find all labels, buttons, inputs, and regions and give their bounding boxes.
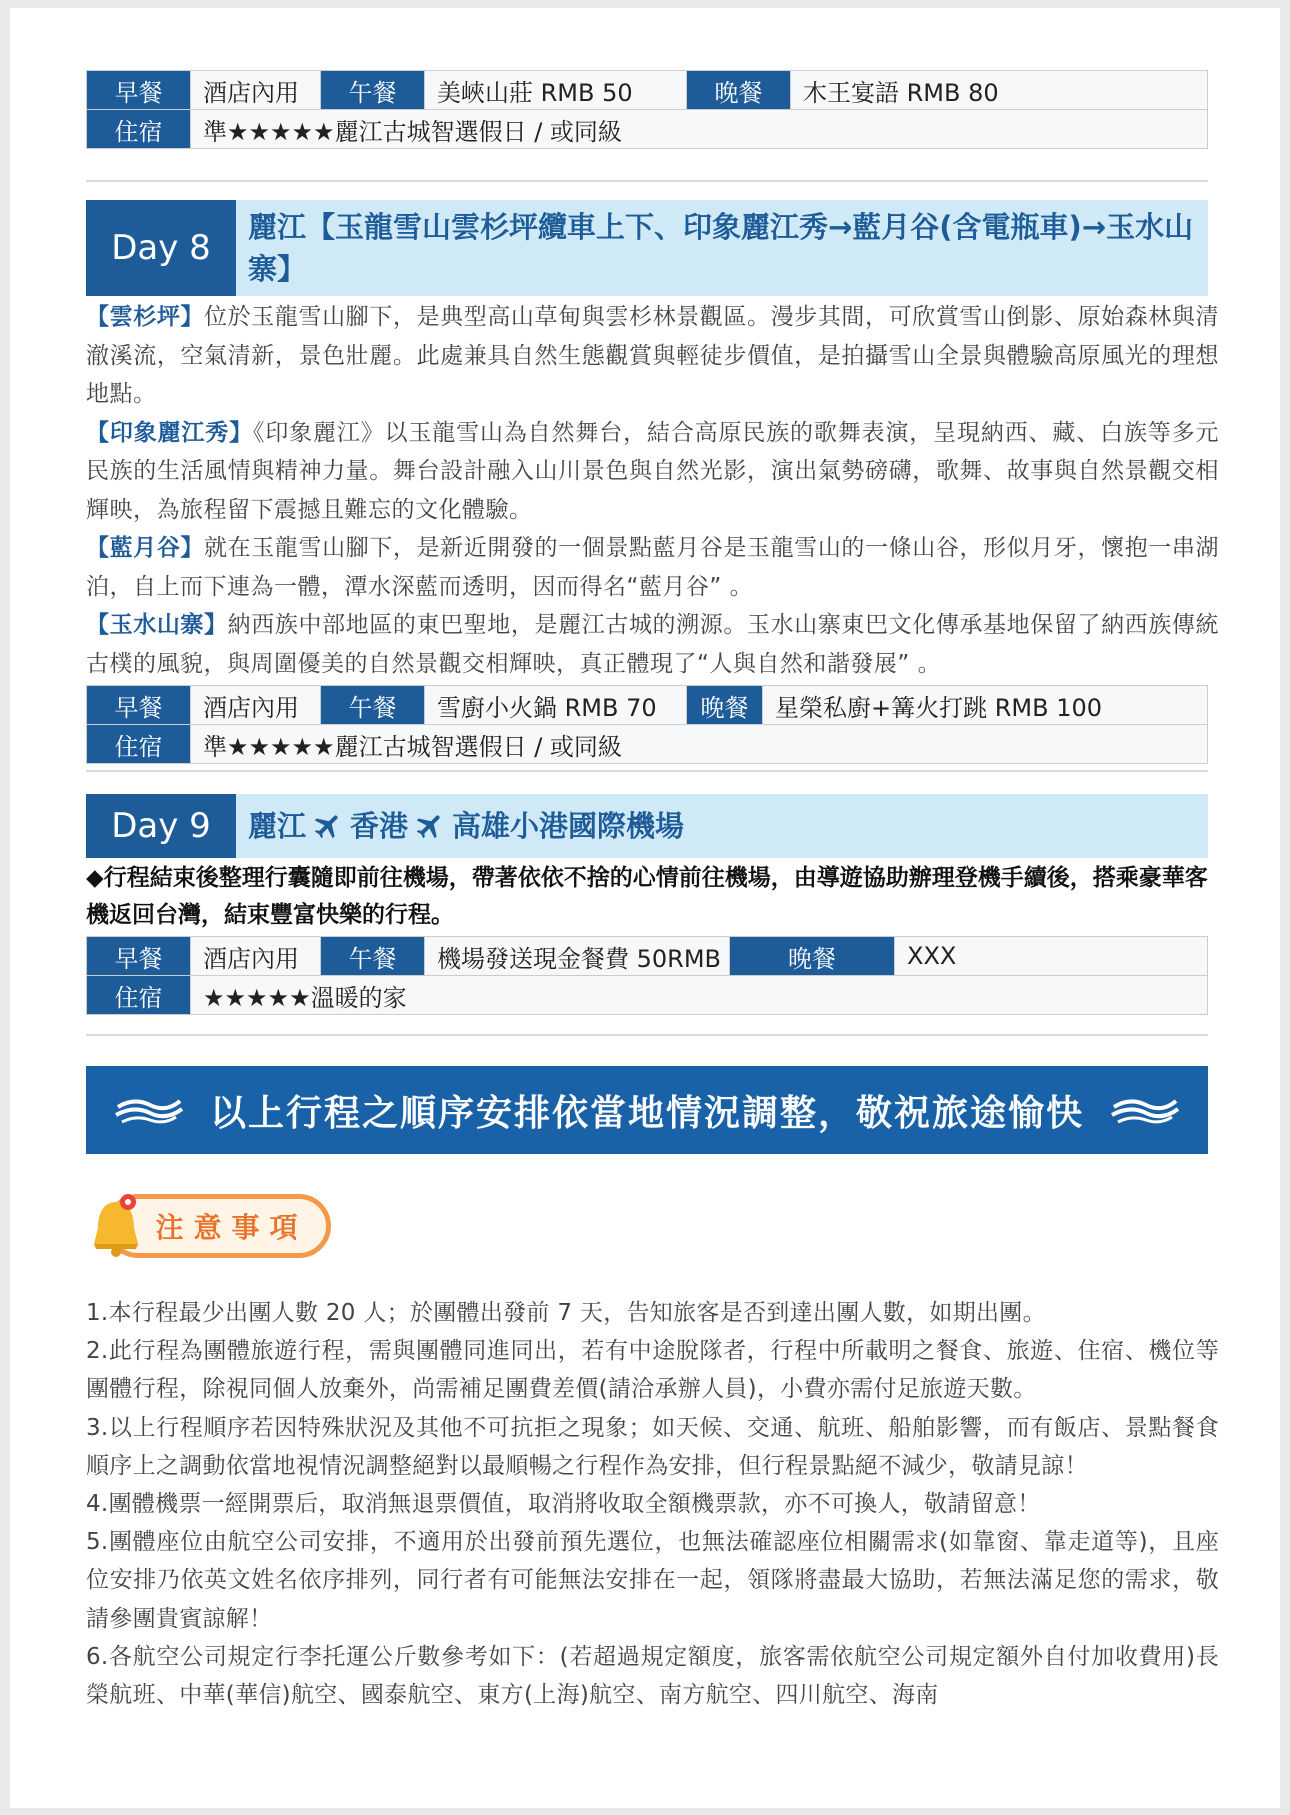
bell-icon [86, 1192, 146, 1262]
notice-item: 4.團體機票一經開票后，取消無退票價值，取消將收取全額機票款，亦不可換人，敬請留意！ [86, 1491, 1041, 1518]
breakfast-label: 早餐 [87, 937, 191, 976]
day9-title [236, 794, 1208, 858]
notice-list [86, 1294, 1219, 1714]
notice-item: 1.本行程最少出團人數 20 人；於團體出發前 7 天，告知旅客是否到達出團人數，如期出團。 [86, 1300, 1046, 1326]
notice-title: 注意事項 [106, 1194, 331, 1258]
section-blue-moon-valley: 【藍月谷】就在玉龍雪山腳下，是新近開發的一個景點藍月谷是玉龍雪山的一條山谷，形似月牙，懷抱一串湖泊，自上而下連為一體，潭水深藍而透明，因而得名“藍月谷” 。 [86, 535, 1220, 600]
itinerary-page [10, 8, 1280, 1808]
section-yunshanping: 【雲杉坪】位於玉龍雪山腳下，是典型高山草甸與雲杉林景觀區。漫步其間，可欣賞雪山倒影、原始森林與清澈溪流，空氣清新，景色壯麗。此處兼具自然生態觀賞與輕徒步價值，是拍攝雪山全景與體驗高原風光的理想地點。 [86, 304, 1220, 407]
lunch-value: 美峽山莊 RMB 50 [425, 71, 687, 110]
dinner-value: 木王宴語 RMB 80 [791, 71, 1208, 110]
lunch-label: 午餐 [321, 686, 425, 725]
breakfast-value: 酒店內用 [191, 686, 321, 725]
route-destination: 高雄小港國際機場 [452, 809, 685, 843]
day8-section [86, 200, 1219, 764]
hotel-value: ★★★★★溫暖的家 [191, 976, 1208, 1015]
day8-header [86, 200, 1208, 296]
day9-header [86, 794, 1208, 858]
day9-label: Day 9 [86, 794, 236, 858]
hotel-label: 住宿 [87, 725, 191, 764]
divider [86, 1034, 1208, 1036]
breakfast-value: 酒店內用 [191, 937, 321, 976]
closing-banner [86, 1066, 1208, 1154]
notice-item: 3.以上行程順序若因特殊狀況及其他不可抗拒之現象；如天候、交通、航班、船舶影響，而有飯店、景點餐食順序上之調動依當地視情況調整絕對以最順暢之行程作為安排，但行程景點絕不減少，敬請見諒！ [86, 1414, 1219, 1479]
breakfast-label: 早餐 [87, 686, 191, 725]
lunch-value: 雪廚小火鍋 RMB 70 [425, 686, 687, 725]
day9-note: ◆行程結束後整理行囊隨即前往機場，帶著依依不捨的心情前往機場，由導遊協助辦理登機手續後，搭乘豪華客機返回台灣，結束豐富快樂的行程。 [86, 865, 1208, 928]
route-origin: 麗江 [248, 809, 307, 843]
hotel-label: 住宿 [87, 110, 191, 149]
day9-section [86, 794, 1219, 1015]
notice-item: 6.各航空公司規定行李托運公斤數參考如下：(若超過規定額度，旅客需依航空公司規定額外自付加收費用)長榮航班、中華(華信)航空、國泰航空、東方(上海)航空、南方航空、四川航空、海南 [86, 1643, 1219, 1709]
airplane-icon [414, 810, 446, 842]
lunch-label: 午餐 [321, 937, 425, 976]
divider [86, 770, 1208, 772]
dinner-label: 晚餐 [687, 71, 791, 110]
hotel-label: 住宿 [87, 976, 191, 1015]
dinner-label: 晚餐 [730, 937, 895, 976]
day8-title: 麗江【玉龍雪山雲杉坪纜車上下、印象麗江秀→藍月谷(含電瓶車)→玉水山寨】 [236, 200, 1208, 296]
airplane-icon [312, 810, 344, 842]
day8-label: Day 8 [86, 200, 236, 296]
breakfast-value: 酒店內用 [191, 71, 321, 110]
day7-meal-table [86, 70, 1219, 149]
route-transit: 香港 [350, 809, 409, 843]
breakfast-label: 早餐 [87, 71, 191, 110]
day8-meal-table [86, 685, 1208, 764]
notice-item: 5.團體座位由航空公司安排，不適用於出發前預先選位，也無法確認座位相關需求(如靠窗、靠走道等)，且座位安排乃依英文姓名依序排列，同行者有可能無法安排在一起，領隊將盡最大協助，若無法滿足您的需求，敬請參團貴賓諒解！ [86, 1529, 1219, 1632]
notice-item: 2.此行程為團體旅遊行程，需與團體同進同出，若有中途脫隊者，行程中所載明之餐食、旅遊、住宿、機位等團體行程，除視同個人放棄外，尚需補足團費差價(請洽承辦人員)，小費亦需付足旅遊天數。 [86, 1338, 1219, 1403]
dinner-label: 晚餐 [687, 686, 763, 725]
dinner-value: 星榮私廚+篝火打跳 RMB 100 [763, 686, 1208, 725]
hotel-value: 準★★★★★麗江古城智選假日 / 或同級 [191, 725, 1208, 764]
wave-icon [1110, 1095, 1180, 1125]
dinner-value: XXX [895, 937, 1208, 976]
section-impression-lijiang: 【印象麗江秀】《印象麗江》以玉龍雪山為自然舞台，結合高原民族的歌舞表演，呈現納西、藏、白族等多元民族的生活風情與精神力量。舞台設計融入山川景色與自然光影，演出氣勢磅礴，歌舞、故事與自然景觀交相輝映，為旅程留下震撼且難忘的文化體驗。 [86, 419, 1220, 523]
day9-meal-table [86, 936, 1208, 1015]
day8-description [86, 298, 1219, 683]
divider [86, 180, 1208, 182]
wave-icon [114, 1095, 184, 1125]
lunch-label: 午餐 [321, 71, 425, 110]
section-yushui-village: 【玉水山寨】納西族中部地區的東巴聖地，是麗江古城的溯源。玉水山寨東巴文化傳承基地保留了納西族傳統古樸的風貌，與周圍優美的自然景觀交相輝映，真正體現了“人與自然和諧發展” 。 [86, 612, 1220, 677]
notice-badge [86, 1186, 1219, 1266]
hotel-value: 準★★★★★麗江古城智選假日 / 或同級 [191, 110, 1208, 149]
banner-text: 以上行程之順序安排依當地情況調整，敬祝旅途愉快 [209, 1092, 1084, 1134]
lunch-value: 機場發送現金餐費 50RMB [425, 937, 730, 976]
